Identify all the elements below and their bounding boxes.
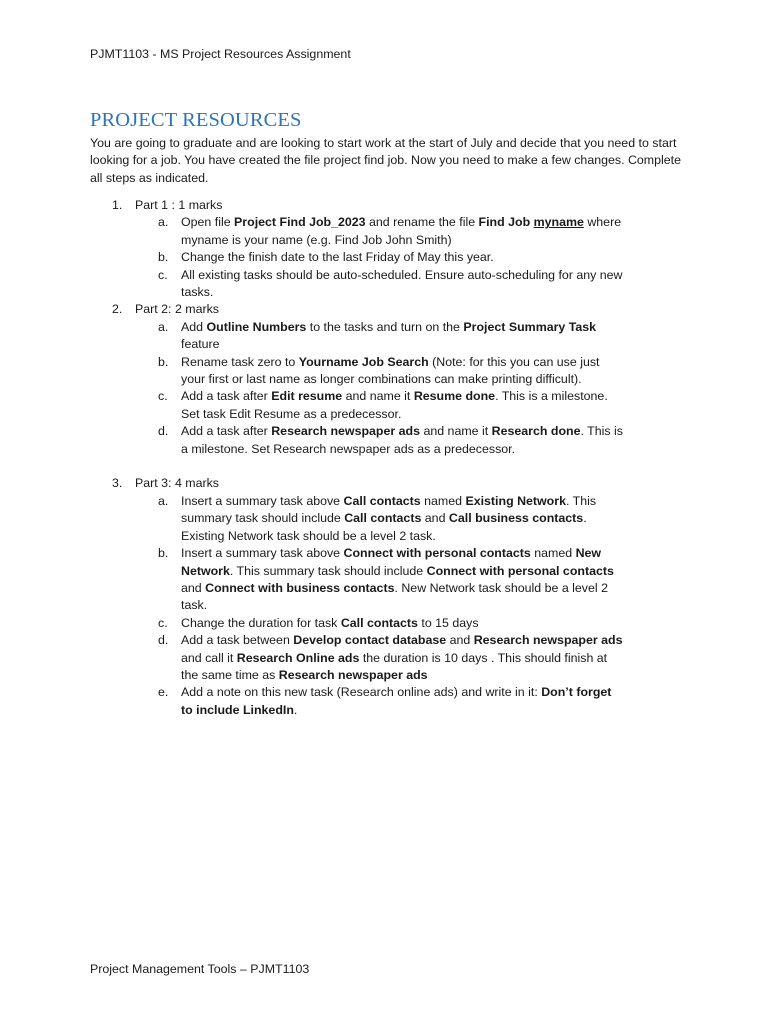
text-run: Change the finish date to the last Friday of May this year. [181,250,494,265]
text-run: and name it [420,424,492,439]
text-run: the duration is 10 days . This should finish at the same time as [181,650,608,682]
part-label: Part 1 : 1 marks [135,198,223,212]
text-run: . New Network task should be a level 2 task. [181,580,608,613]
task-text [181,215,621,246]
task-text [181,494,596,543]
part-number: 3. [112,476,123,491]
bold-text: Research newspaper ads [473,633,623,648]
bold-text: Connect with personal contacts [343,546,531,561]
task-letter: a. [158,319,169,334]
bold-text: Connect with personal contacts [426,563,614,578]
part-item [90,475,690,719]
text-run: Add a note on this new task (Research online ads) and write in it: [181,685,542,700]
text-run: and [181,580,206,595]
task-item [135,267,625,302]
bold-text: Find Job [478,215,534,230]
task-text [181,268,623,299]
task-letter: b. [158,250,169,265]
task-text [181,320,596,351]
part-item [90,197,690,301]
task-letter: c. [158,267,168,282]
task-list [135,214,690,301]
text-run: to the tasks and turn on the [306,319,464,334]
text-run: Insert a summary task above [181,493,344,508]
text-run: and name it [342,389,414,404]
text-run: . This summary task should include [229,563,427,578]
task-list [135,493,690,719]
task-item [135,493,625,545]
part-item [90,301,690,458]
bold-text: Don’t forget to include LinkedIn [181,685,612,717]
text-run: Add a task between [181,633,294,648]
text-run: and call it [181,650,237,665]
part-label: Part 3: 4 marks [135,476,220,491]
text-run: and rename the file [365,215,479,230]
bold-text: Edit resume [271,389,343,404]
text-run: Change the duration for task [181,615,341,630]
text-run: Open file [181,215,235,230]
text-run: where myname is your name (e.g. Find Job John Smith) [181,215,622,247]
task-text [181,250,494,264]
task-letter: a. [158,493,169,508]
text-run: Add [181,319,207,334]
task-letter: c. [158,615,168,630]
document-title: PROJECT RESOURCES [90,109,302,131]
text-run: named [420,493,466,508]
task-item [135,423,625,458]
text-run: . Existing Network task should be a level 2 task. [181,511,587,543]
text-run: . This is a milestone. Set Research newspaper ads as a predecessor. [181,424,623,456]
part-label: Part 2: 2 marks [135,302,220,317]
intro-paragraph: You are going to graduate and are looking to start work at the start of July and decide that you need to start looking for a job. You have created the file project find job. Now you need to make a few changes. Complete all steps as indicated. [90,136,681,185]
text-run: (Note: for this you can use just your first or last name as longer combinations can make printing difficult). [181,354,600,387]
bold-text: Call contacts [343,493,421,508]
task-item [135,684,625,719]
task-item [135,545,625,615]
bold-text: Research done [491,424,581,439]
task-item [135,319,625,354]
text-run: . This is a milestone. Set task Edit Resume as a predecessor. [181,389,608,421]
text-run: . [293,702,298,717]
task-letter: b. [158,354,169,369]
page-footer: Project Management Tools – PJMT1103 [90,962,310,976]
task-list [135,319,690,458]
part-number: 2. [112,302,123,317]
task-letter: a. [158,215,169,230]
task-item [135,632,625,684]
task-letter: e. [158,685,169,700]
page-header: PJMT1103 - MS Project Resources Assignment [90,47,351,61]
text-run: and [446,633,474,648]
bold-text: Call contacts [340,615,418,630]
bold-text: Existing Network [465,493,566,508]
task-text [181,546,614,612]
bold-text: Research newspaper ads [271,424,420,439]
task-letter: d. [158,633,169,648]
task-text [181,616,479,630]
task-text [181,355,599,386]
text-run: All existing tasks should be auto-scheduled. Ensure auto-scheduling for any new tasks. [181,267,623,300]
text-run: . This summary task should include [181,493,597,526]
bold-text: myname [533,215,584,230]
task-text [181,389,608,420]
bold-text: New Network [181,546,602,578]
text-run: Add a task after [181,424,272,439]
bold-text: Yourname Job Search [298,354,429,369]
text-run: to 15 days [417,615,479,630]
task-text [181,424,623,455]
bold-text: Call business contacts [448,511,584,526]
text-run: Insert a summary task above [181,546,344,561]
task-text [181,685,611,716]
task-item [135,615,625,632]
text-run: named [530,546,576,561]
bold-text: Research Online ads [236,650,360,665]
task-item [135,249,625,266]
text-run: feature [181,337,220,352]
task-item [135,388,625,423]
task-text [181,633,622,682]
text-run: Rename task zero to [181,354,299,369]
task-item [135,214,625,249]
text-run: Add a task after [181,389,272,404]
task-letter: c. [158,389,168,404]
bold-text: Resume done [413,389,496,404]
bold-text: Research newspaper ads [278,667,428,682]
task-item [135,354,625,389]
text-run: and [421,511,449,526]
bold-text: Call contacts [344,511,422,526]
bold-text: Develop contact database [293,633,447,648]
task-letter: b. [158,546,169,561]
bold-text: Project Find Job_2023 [234,215,366,230]
task-letter: d. [158,424,169,439]
part-number: 1. [112,198,123,212]
bold-text: Project Summary Task [463,319,597,334]
spacer [90,458,690,475]
parts-list [90,197,690,719]
bold-text: Connect with business contacts [205,580,395,595]
bold-text: Outline Numbers [206,319,307,334]
